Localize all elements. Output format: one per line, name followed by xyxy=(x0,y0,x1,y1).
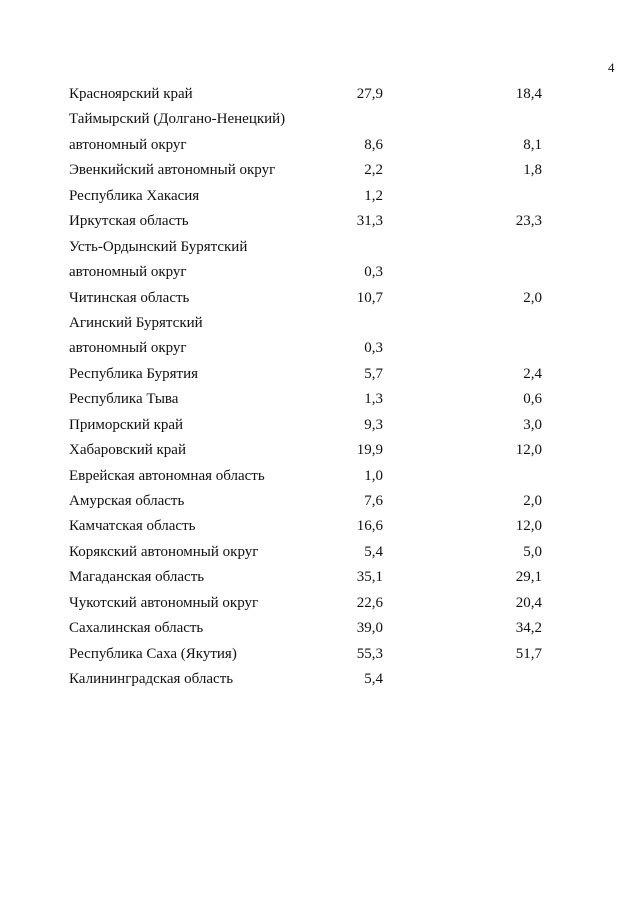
value-col-1: 7,6 xyxy=(364,493,383,509)
region-name: Республика Саха (Якутия) xyxy=(69,645,237,662)
value-col-1: 0,3 xyxy=(364,340,383,357)
value-col-2: 2,4 xyxy=(523,365,542,382)
value-col-1: 39,0 xyxy=(356,620,383,637)
table-row xyxy=(0,516,640,541)
region-name: Читинская область xyxy=(69,289,190,306)
value-col-1: 10,7 xyxy=(356,289,383,306)
region-name: Эвенкийский автономный округ xyxy=(69,162,276,179)
region-name: Хабаровский край xyxy=(69,442,186,459)
region-name: Республика Хакасия xyxy=(69,187,200,204)
region-name: Усть-Ордынский Бурятский xyxy=(69,238,248,255)
table-row xyxy=(0,542,640,567)
value-col-1: 27,9 xyxy=(356,86,383,102)
table-row xyxy=(0,262,640,287)
value-col-2: 18,4 xyxy=(515,86,542,102)
table-row xyxy=(0,669,640,694)
region-name: Камчатская область xyxy=(69,518,196,535)
value-col-1: 1,2 xyxy=(364,187,383,204)
region-name: Сахалинская область xyxy=(69,620,204,637)
value-col-1: 31,3 xyxy=(356,213,383,230)
table-row xyxy=(0,491,640,516)
table-row xyxy=(0,237,640,262)
table-row xyxy=(0,466,640,491)
region-name: Приморский край xyxy=(69,416,184,433)
region-name: Корякский автономный округ xyxy=(69,543,259,560)
region-name: автономный округ xyxy=(69,264,187,281)
value-col-2: 0,6 xyxy=(523,391,542,408)
table-row xyxy=(0,593,640,618)
value-col-2: 8,1 xyxy=(523,136,542,153)
value-col-1: 5,7 xyxy=(364,365,383,382)
region-name: Чукотский автономный округ xyxy=(69,594,259,611)
table-row xyxy=(0,160,640,185)
region-name: автономный округ xyxy=(69,340,187,357)
value-col-2: 2,0 xyxy=(523,493,542,509)
value-col-2: 12,0 xyxy=(515,518,542,535)
table-row xyxy=(0,186,640,211)
value-col-2: 3,0 xyxy=(523,416,542,433)
value-col-2: 23,3 xyxy=(515,213,542,230)
value-col-1: 1,3 xyxy=(364,391,383,408)
value-col-1: 9,3 xyxy=(364,416,383,433)
value-col-1: 2,2 xyxy=(364,162,383,179)
region-name: Амурская область xyxy=(69,493,185,509)
region-name: автономный округ xyxy=(69,136,187,153)
table-row xyxy=(0,84,640,109)
value-col-1: 35,1 xyxy=(356,569,383,586)
table-row xyxy=(0,109,640,134)
region-name: Республика Тыва xyxy=(69,391,179,408)
region-name: Еврейская автономная область xyxy=(69,467,265,484)
value-col-1: 0,3 xyxy=(364,264,383,281)
value-col-1: 1,0 xyxy=(364,467,383,484)
region-name: Республика Бурятия xyxy=(69,365,199,382)
value-col-2: 12,0 xyxy=(515,442,542,459)
table-row xyxy=(0,211,640,236)
page-number: 4 xyxy=(608,60,615,75)
table-row xyxy=(0,135,640,160)
region-name: Таймырский (Долгано-Ненецкий) xyxy=(69,111,286,128)
table-row xyxy=(0,389,640,414)
value-col-2: 20,4 xyxy=(515,594,542,611)
value-col-1: 16,6 xyxy=(356,518,383,535)
region-name: Красноярский край xyxy=(69,86,193,102)
region-name: Агинский Бурятский xyxy=(69,314,203,331)
value-col-1: 5,4 xyxy=(364,671,383,688)
value-col-1: 55,3 xyxy=(356,645,383,662)
value-col-2: 34,2 xyxy=(515,620,542,637)
value-col-2: 5,0 xyxy=(523,543,542,560)
value-col-1: 22,6 xyxy=(356,594,383,611)
table-row xyxy=(0,313,640,338)
region-name: Калининградская область xyxy=(69,671,234,688)
region-name: Магаданская область xyxy=(69,569,205,586)
value-col-1: 8,6 xyxy=(364,136,383,153)
region-name: Иркутская область xyxy=(69,213,189,230)
table-row xyxy=(0,364,640,389)
table-row xyxy=(0,567,640,592)
value-col-2: 51,7 xyxy=(515,645,542,662)
region-table xyxy=(0,84,640,695)
value-col-1: 5,4 xyxy=(364,543,383,560)
table-row xyxy=(0,644,640,669)
value-col-1: 19,9 xyxy=(356,442,383,459)
value-col-2: 1,8 xyxy=(523,162,542,179)
table-row xyxy=(0,338,640,363)
table-row xyxy=(0,440,640,465)
table-row xyxy=(0,415,640,440)
value-col-2: 29,1 xyxy=(515,569,542,586)
table-row xyxy=(0,618,640,643)
table-row xyxy=(0,288,640,313)
value-col-2: 2,0 xyxy=(523,289,542,306)
